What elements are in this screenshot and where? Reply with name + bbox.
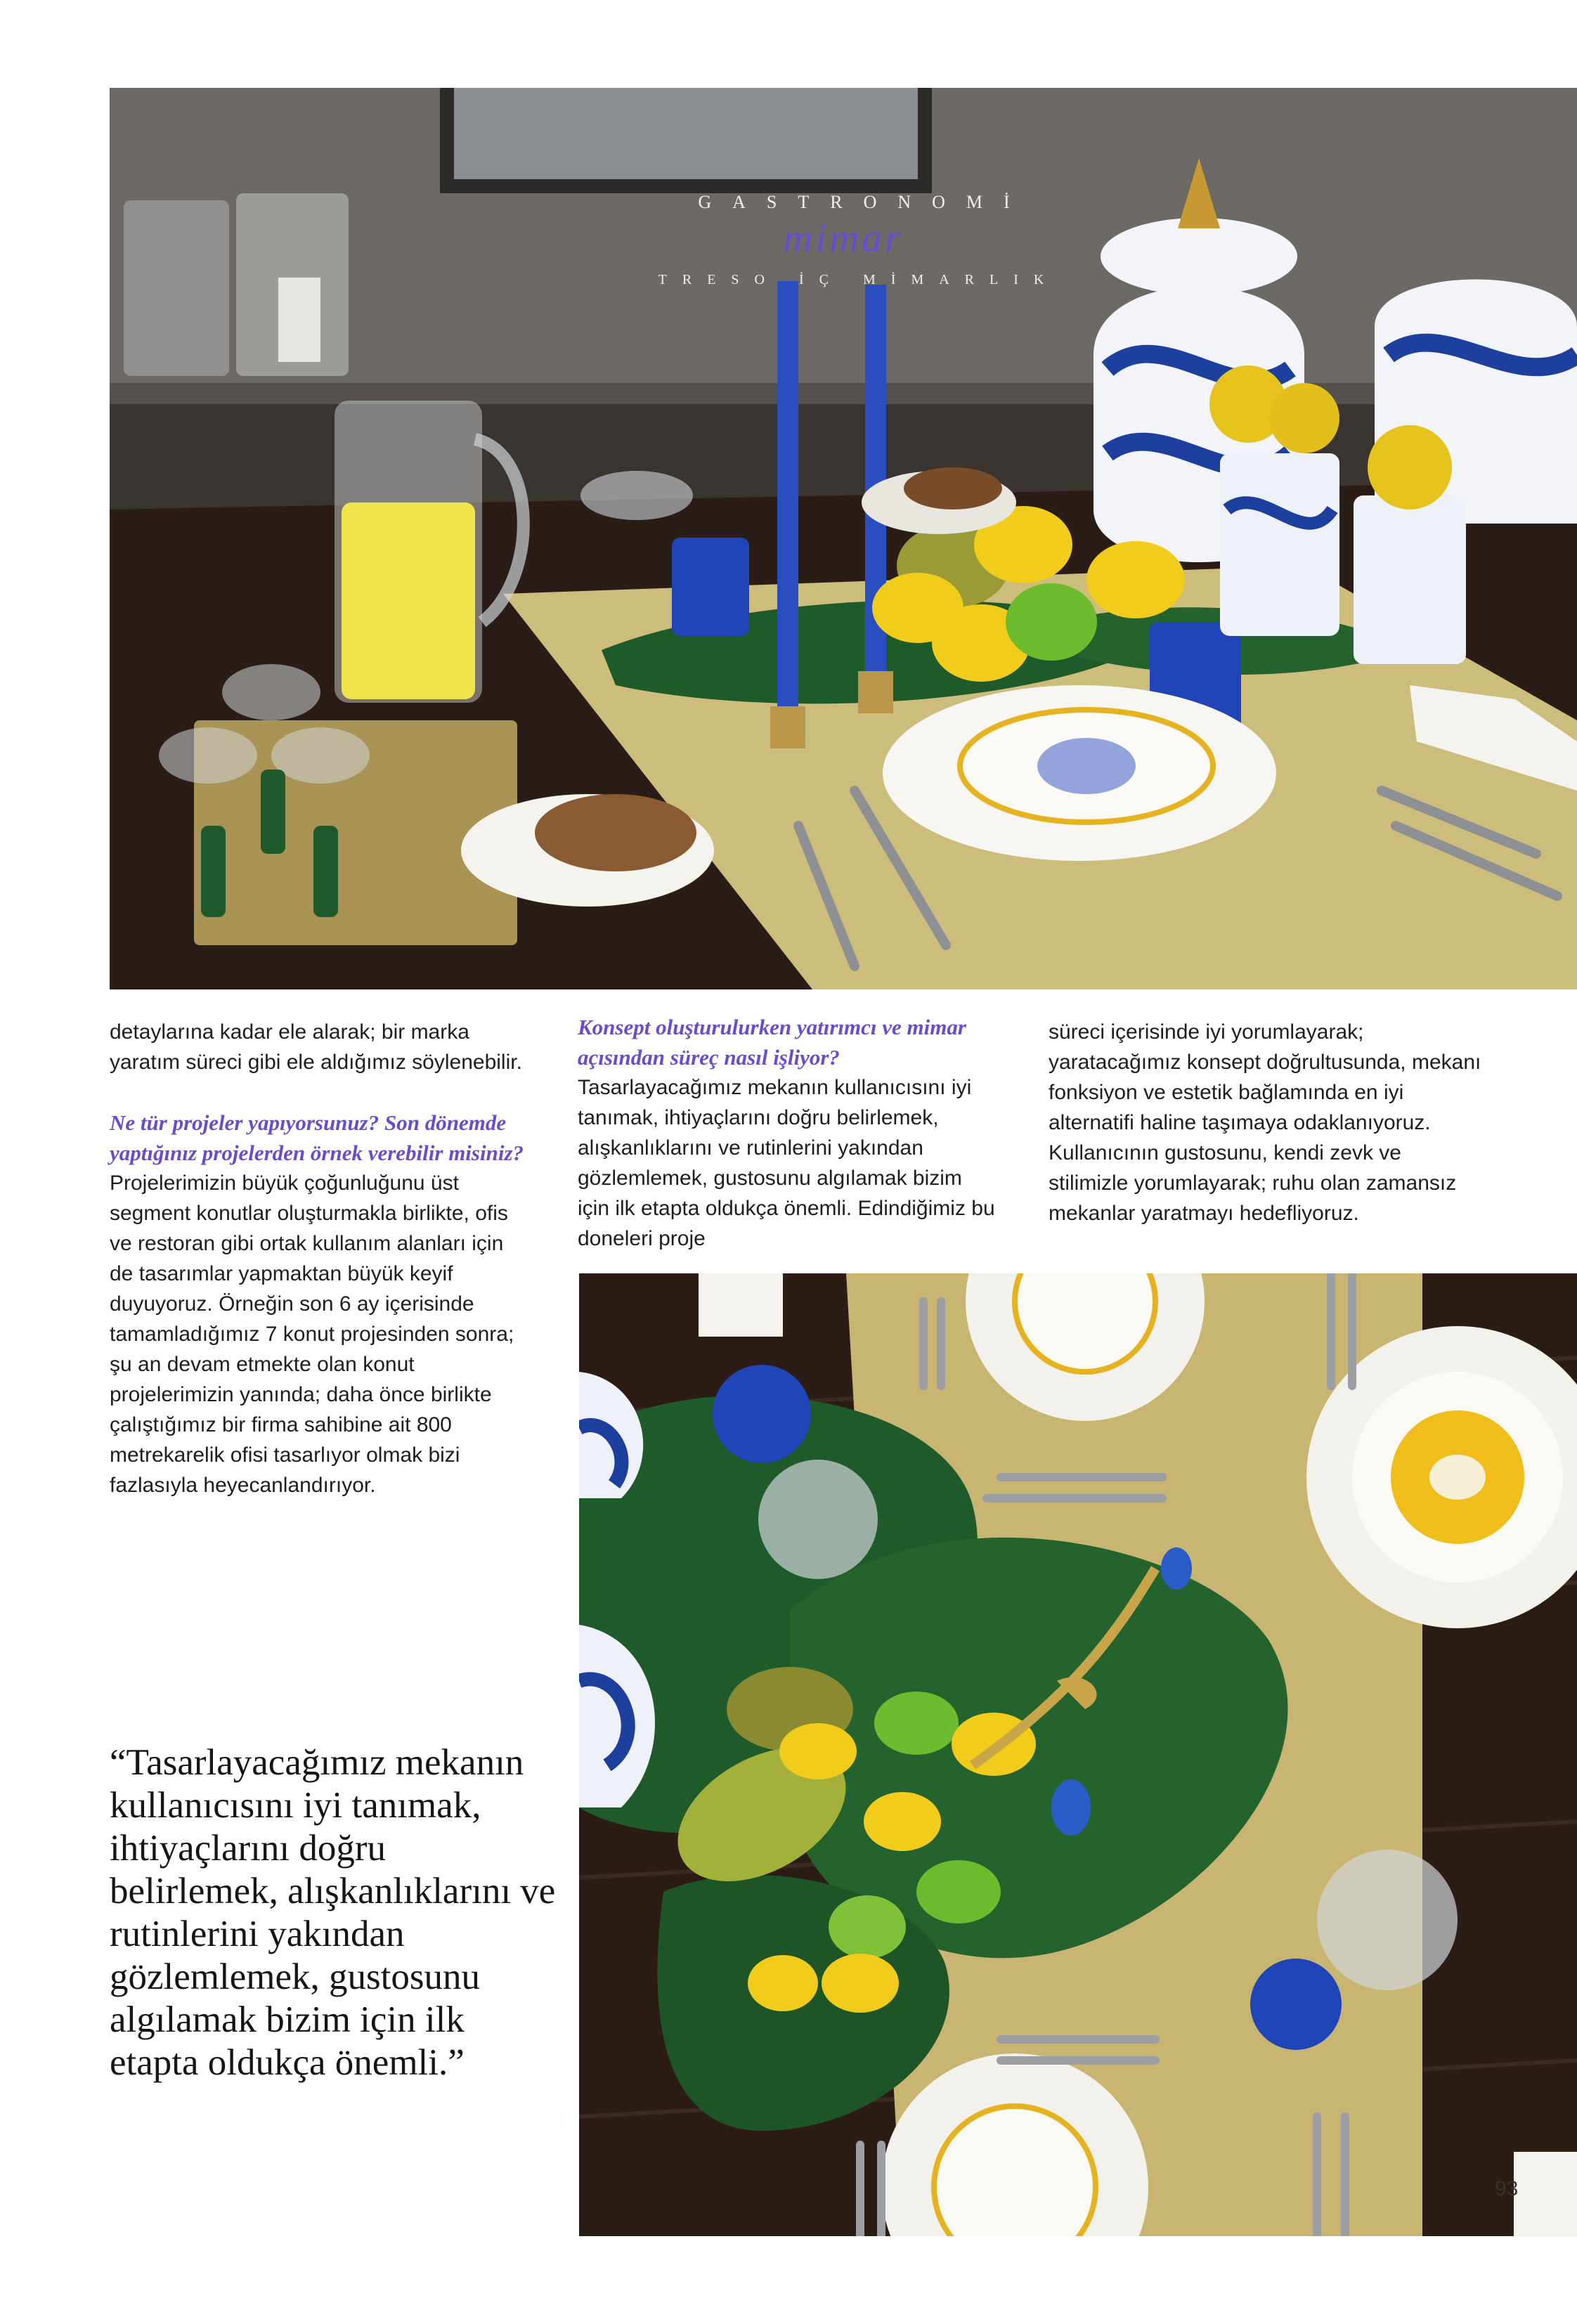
interview-answer: Tasarlayacağımız mekanın kullanıcısını iyi tanımak, ihtiyaçlarını doğru belirlemek, alışkanlıklarını ve rutinlerini yakından gözlemlemek, gustosunu algılamak bizim için ilk etapta oldukça önemli. Edindiğimiz bu doneleri proje bbox=[578, 1076, 995, 1250]
interview-question: Konsept oluşturulurken yatırımcı ve mimar açısından süreç nasıl işliyor? bbox=[578, 1015, 966, 1070]
overhead-table-illustration bbox=[579, 1273, 1577, 2236]
text-column-middle bbox=[578, 1012, 999, 1254]
table-setting-photo bbox=[110, 88, 1577, 989]
text-column-right bbox=[1049, 1017, 1484, 1228]
text-column-left bbox=[110, 1017, 524, 1500]
overhead-table-photo bbox=[579, 1273, 1577, 2236]
section-label: GASTRONOMİ bbox=[698, 192, 1031, 212]
interview-answer: Projelerimizin büyük çoğunluğunu üst segment konutlar oluşturmakla birlikte, ofis ve restoran gibi ortak kullanım alanları için de tasarımlar yapmaktan büyük keyif duyuyoruz. Örneğin son 6 ay içerisinde tamamladığımız 7 konut projesinden sonra; şu an devam etmekte olan konut projelerimizin yanında; daha önce birlikte çalıştığımız bir firma sahibine ait 800 metrekarelik ofisi tasarlıyor olmak bizi fazlasıyla heyecanlandırıyor. bbox=[110, 1171, 514, 1497]
pull-quote: “Tasarlayacağımız mekanın kullanıcısını iyi tanımak, ihtiyaçlarını doğru belirlemek, alışkanlıklarını ve rutinlerini yakından gözlemlemek, gustosunu algılamak bizim için ilk etapta oldukça önemli.” bbox=[110, 1742, 556, 2083]
section-subtitle: mimar bbox=[783, 215, 904, 261]
paragraph-spacer bbox=[110, 1077, 524, 1108]
section-credit: TRESO İÇ MİMARLIK bbox=[658, 272, 1060, 287]
intro-paragraph: detaylarına kadar ele alarak; bir marka yaratım süreci gibi ele aldığımız söylenebilir. bbox=[110, 1020, 522, 1074]
continued-answer: süreci içerisinde iyi yorumlayarak; yaratacağımız konsept doğrultusunda, mekanı fonksiyon ve estetik bağlamında en iyi alternatifi haline taşımaya odaklanıyoruz. Kullanıcının gustosunu, kendi zevk ve stilimizle yorumlayarak; ruhu olan zamansız mekanlar yaratmayı hedefliyoruz. bbox=[1049, 1020, 1481, 1225]
page-number: 93 bbox=[1495, 2177, 1519, 2200]
interview-question: Ne tür projeler yapıyorsunuz? Son dönemde yaptığınız projelerden örnek verebilir misiniz? bbox=[110, 1110, 524, 1165]
